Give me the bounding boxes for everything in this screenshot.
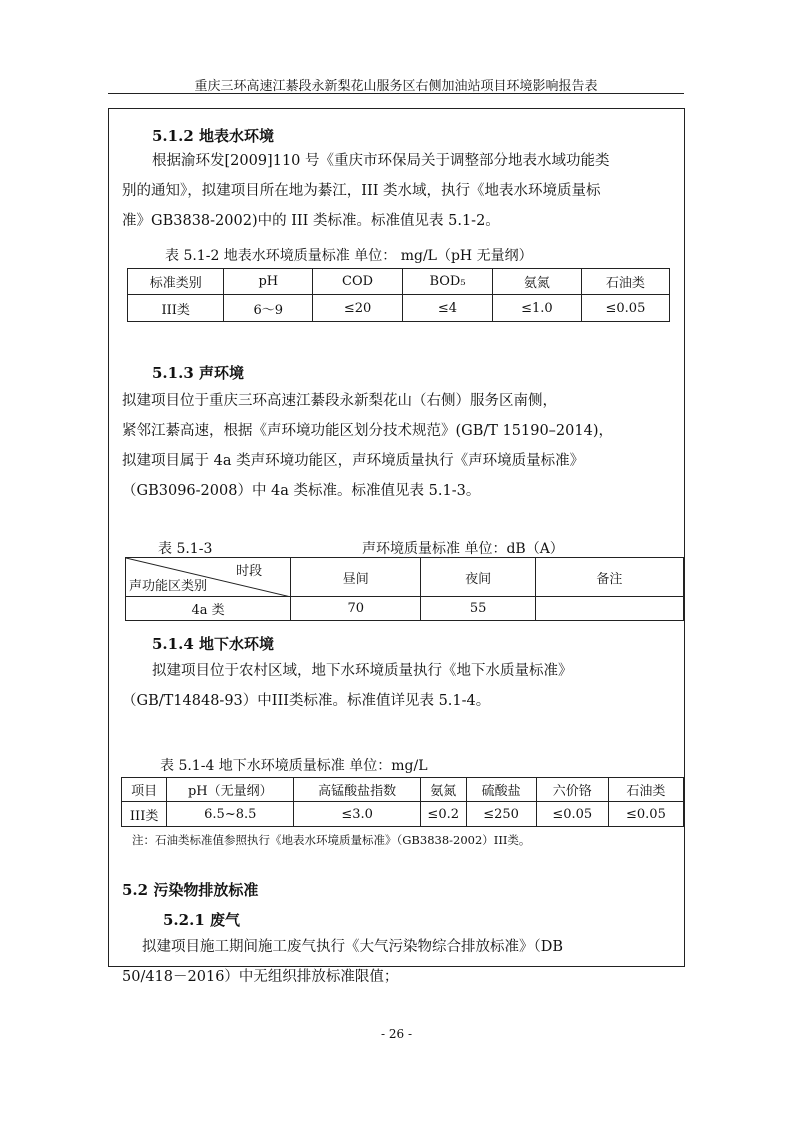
paragraph-line: 拟建项目位于重庆三环高速江綦段永新梨花山（右侧）服务区南侧，	[122, 393, 557, 409]
paragraph-line: 紧邻江綦高速，根据《声环境功能区划分技术规范》(GB/T 15190–2014)，	[122, 423, 613, 439]
table-caption-5-1-4: 表 5.1-4 地下水环境质量标准 单位：mg/L	[160, 758, 428, 774]
section-title-5-1-2: 5.1.2 地表水环境	[152, 127, 274, 145]
table-header-cell: 氨氮	[492, 269, 581, 295]
table-cell: ≤0.05	[536, 802, 608, 827]
table-cell: ≤3.0	[294, 802, 421, 827]
table-header-cell: pH	[224, 269, 313, 295]
table-cell: 4a 类	[126, 597, 291, 621]
table-header-cell: 项目	[122, 778, 167, 802]
table-cell: ≤20	[313, 295, 403, 322]
paragraph-line: 拟建项目位于农村区域，地下水环境质量执行《地下水质量标准》	[152, 663, 573, 679]
table-cell: 6.5~8.5	[167, 802, 294, 827]
table-cell: 6～9	[224, 295, 313, 322]
table-5-1-2	[127, 268, 670, 322]
section-title-5-2-1: 5.2.1 废气	[163, 911, 240, 929]
section-title-5-2: 5.2 污染物排放标准	[122, 881, 259, 899]
table-cell: ≤250	[466, 802, 536, 827]
table-header-cell: 硫酸盐	[466, 778, 536, 802]
table-cell: III类	[128, 295, 224, 322]
diag-bottom-label: 声功能区类别	[129, 579, 208, 594]
table-cell: ≤0.05	[581, 295, 669, 322]
section-title-5-1-3: 5.1.3 声环境	[152, 364, 244, 382]
diag-top-label: 时段	[236, 564, 263, 579]
table-caption-5-1-3-label: 表 5.1-3	[158, 541, 213, 557]
table-cell: 55	[421, 597, 535, 621]
table-header-cell: 氨氮	[420, 778, 466, 802]
paragraph-line: 50/418－2016）中无组织排放标准限值；	[122, 969, 399, 985]
page-number: - 26 -	[380, 1027, 412, 1041]
table-header-cell: 标准类别	[128, 269, 224, 295]
table-cell: ≤0.05	[608, 802, 683, 827]
table-header-cell: pH（无量纲）	[167, 778, 294, 802]
table-header-cell: BOD₅	[403, 269, 493, 295]
table-note: 注：石油类标准值参照执行《地表水环境质量标准》（GB3838-2002）III类。	[132, 833, 531, 847]
paragraph-line: 拟建项目施工期间施工废气执行《大气污染物综合排放标准》（DB	[142, 939, 564, 955]
table-header-cell: 高锰酸盐指数	[294, 778, 421, 802]
paragraph-line: 准》GB3838-2002)中的 III 类标准。标准值见表 5.1-2。	[122, 213, 500, 229]
table-caption-5-1-2: 表 5.1-2 地表水环境质量标准 单位： mg/L（pH 无量纲）	[165, 248, 533, 264]
table-header-cell: 石油类	[608, 778, 683, 802]
table-cell: ≤4	[403, 295, 493, 322]
paragraph-line: 拟建项目属于 4a 类声环境功能区，声环境质量执行《声环境质量标准》	[122, 453, 585, 469]
diagonal-header-cell	[126, 558, 291, 597]
table-cell	[535, 597, 683, 621]
header-rule	[108, 93, 684, 94]
table-cell: III类	[122, 802, 167, 827]
table-header-cell: 六价铬	[536, 778, 608, 802]
table-cell: ≤0.2	[420, 802, 466, 827]
table-caption-5-1-3-title: 声环境质量标准 单位：dB（A）	[362, 541, 564, 557]
paragraph-line: （GB/T14848-93）中III类标准。标准值详见表 5.1-4。	[122, 693, 491, 709]
section-title-5-1-4: 5.1.4 地下水环境	[152, 635, 274, 653]
paragraph-line: 根据渝环发[2009]110 号《重庆市环保局关于调整部分地表水域功能类	[152, 153, 610, 169]
table-header-cell: 昼间	[291, 558, 421, 597]
paragraph-line: （GB3096-2008）中 4a 类标准。标准值见表 5.1-3。	[122, 483, 481, 499]
table-5-1-3	[125, 557, 684, 621]
table-header-cell: 备注	[535, 558, 683, 597]
table-header-cell: COD	[313, 269, 403, 295]
page-header: 重庆三环高速江綦段永新梨花山服务区右侧加油站项目环境影响报告表	[194, 79, 598, 94]
table-header-cell: 石油类	[581, 269, 669, 295]
paragraph-line: 别的通知》，拟建项目所在地为綦江，III 类水域，执行《地表水环境质量标	[122, 183, 601, 199]
table-cell: ≤1.0	[492, 295, 581, 322]
table-header-cell: 夜间	[421, 558, 535, 597]
table-5-1-4	[121, 777, 684, 827]
table-cell: 70	[291, 597, 421, 621]
